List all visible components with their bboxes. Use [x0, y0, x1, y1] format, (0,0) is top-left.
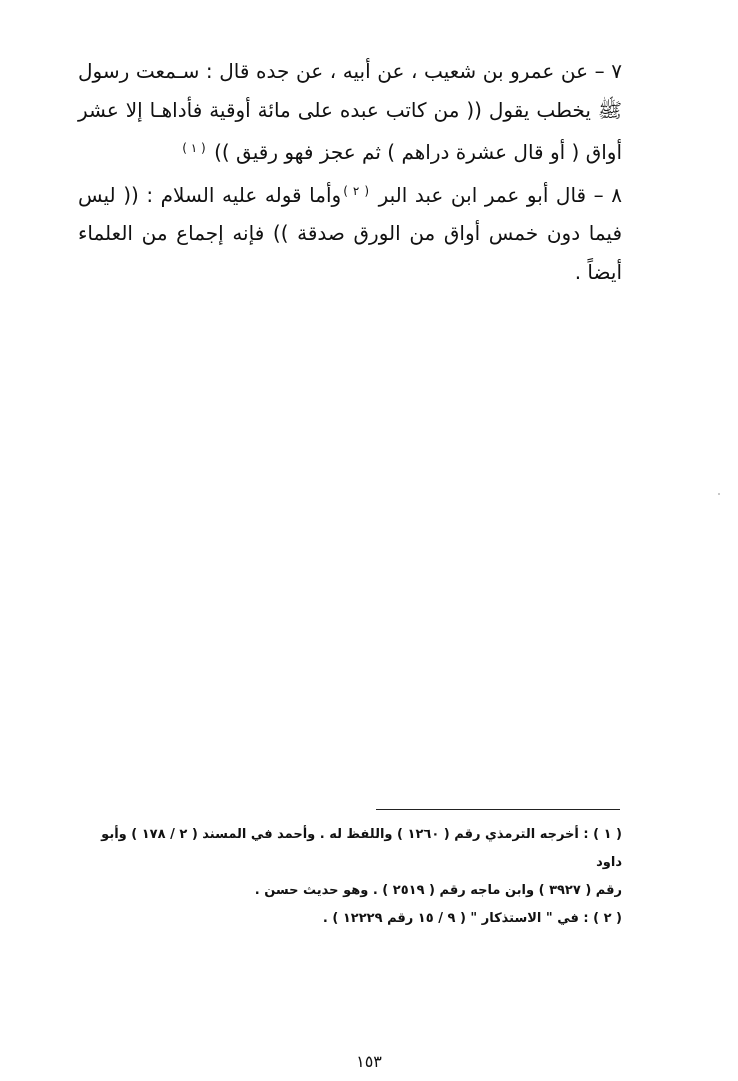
paragraph-8 [78, 172, 622, 292]
paragraph-7-text: ٧ – عن عمرو بن شعيب ، عن أبيه ، عن جده قال : سـمعت رسول ﷺ يخطب يقول (( من كاتب عبده على مائة أوقية فأداهـا إلا عشر أواق ( أو قال عشرة دراهم ) ثم عجز فهو رقيق )) [78, 59, 622, 164]
footnote-ref-2: ( ٢ ) [343, 183, 370, 198]
main-text [78, 52, 622, 291]
page-number: ١٥٣ [356, 1052, 382, 1071]
scan-speck [718, 493, 720, 495]
footnotes [94, 821, 622, 933]
paragraph-8-part1: ٨ – قال أبو عمر ابن عبد البر [378, 182, 622, 207]
paragraph-8-part2: وأما قوله عليه السلام : (( ليس فيما دون خمس أواق من الورق صدقة )) فإنه إجماع من العلماء أيضاً . [78, 182, 622, 284]
footnote-separator [376, 809, 620, 810]
footnote-2: ( ٢ ) : في " الاستذكار " ( ٩ / ١٥ رقم ١٢٢٢٩ ) . [322, 911, 622, 926]
footnote-1-line-2: رقم ( ٣٩٢٧ ) وابن ماجه رقم ( ٢٥١٩ ) . وهو حديث حسن . [254, 883, 622, 898]
footnote-ref-1: ( ١ ) [182, 141, 206, 155]
footnote-1-line-1: ( ١ ) : أخرجه الترمذي رقم ( ١٢٦٠ ) واللفظ له . وأحمد في المسند ( ٢ / ١٧٨ ) وأبو داود [101, 827, 622, 870]
paragraph-7 [78, 52, 622, 172]
